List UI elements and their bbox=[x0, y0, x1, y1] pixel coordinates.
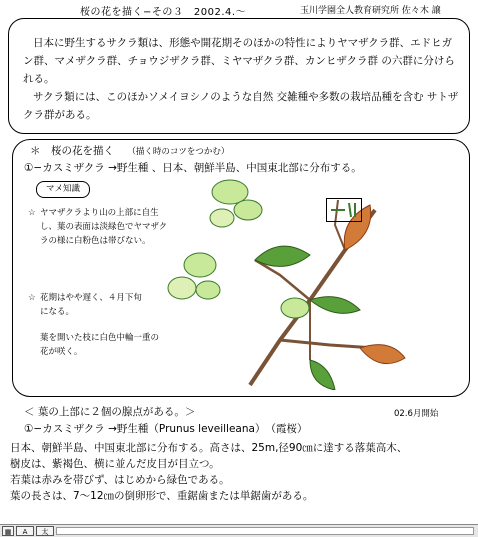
description-line: 日本、朝鮮半島、中国東北部に分布する。高さは、25m,径90㎝に達する落葉高木、 bbox=[10, 442, 408, 454]
grid-icon[interactable]: ▦ bbox=[2, 526, 14, 536]
cherry-branch-illustration bbox=[160, 170, 420, 390]
intro-para-1: 日本に野生するサクラ類は、形態や開花期そのほかの特性によりヤマザクラ群、エドヒガン群、マメザクラ群、チョウジザクラ群、ミヤマザクラ群、カンヒザクラ群 の六群に分けられる。 bbox=[23, 37, 455, 85]
intro-para-2: サクラ類には、このほかソメイヨシノのような自然 交雑種や多数の栽培品種を含む サトザクラ群がある。 bbox=[23, 91, 459, 121]
species-line-1: ①−カスミザクラ →野生種 、日本、朝鮮半島、中国東北部に分布する。 bbox=[24, 162, 362, 174]
horizontal-scrollbar[interactable] bbox=[56, 527, 474, 535]
leaf-detail-inset bbox=[326, 198, 362, 222]
description-line: 若葉は赤みを帯びず、はじめから緑色である。 bbox=[10, 474, 230, 486]
page-title: 桜の花を描く−その３ 2002.4.〜 bbox=[80, 7, 247, 18]
description-line: 樹皮は、紫褐色、横に並んだ皮目が目立つ。 bbox=[10, 458, 220, 470]
author-org: 玉川学園全人教育研究所 佐々木 譲 bbox=[300, 6, 441, 16]
trivia-badge: マメ知識 bbox=[36, 181, 90, 198]
star-icon: ☆ bbox=[28, 293, 36, 303]
start-date: 02.6月開始 bbox=[394, 409, 439, 419]
intro-box bbox=[8, 18, 470, 134]
description-line: 葉の長さは、7〜12㎝の倒卵形で、重鋸歯または単鋸歯がある。 bbox=[10, 490, 314, 502]
star-icon: ☆ bbox=[28, 208, 36, 218]
note-1 bbox=[28, 206, 168, 248]
note-1-text: ヤマザクラより山の上部に自生し、葉の表面は淡緑色でヤマザクラの様に白粉色は帯びない。 bbox=[40, 208, 168, 246]
note-3-text: 葉を開いた枝に白色中輪一重の花が咲く。 bbox=[40, 333, 160, 357]
section-subtitle: （描く時のコツをつかむ） bbox=[127, 147, 230, 157]
species-line-2: ①−カスミザクラ →野生種（Prunus leveilleana） （霞桜） bbox=[24, 423, 308, 435]
font-a-button[interactable]: A bbox=[16, 526, 34, 536]
note-2 bbox=[28, 291, 148, 319]
section-heading bbox=[30, 143, 229, 158]
leaf-gland-note: ＜ 葉の上部に２個の腺点がある。＞ bbox=[24, 406, 196, 418]
section-title: ＊ 桜の花を描く bbox=[30, 145, 114, 157]
species-description bbox=[10, 440, 472, 504]
bold-button[interactable]: 太 bbox=[36, 526, 54, 536]
bottom-toolbar bbox=[0, 524, 478, 537]
header bbox=[0, 2, 478, 18]
note-2-text: 花期はやや遅く、４月下旬になる。 bbox=[40, 293, 142, 317]
